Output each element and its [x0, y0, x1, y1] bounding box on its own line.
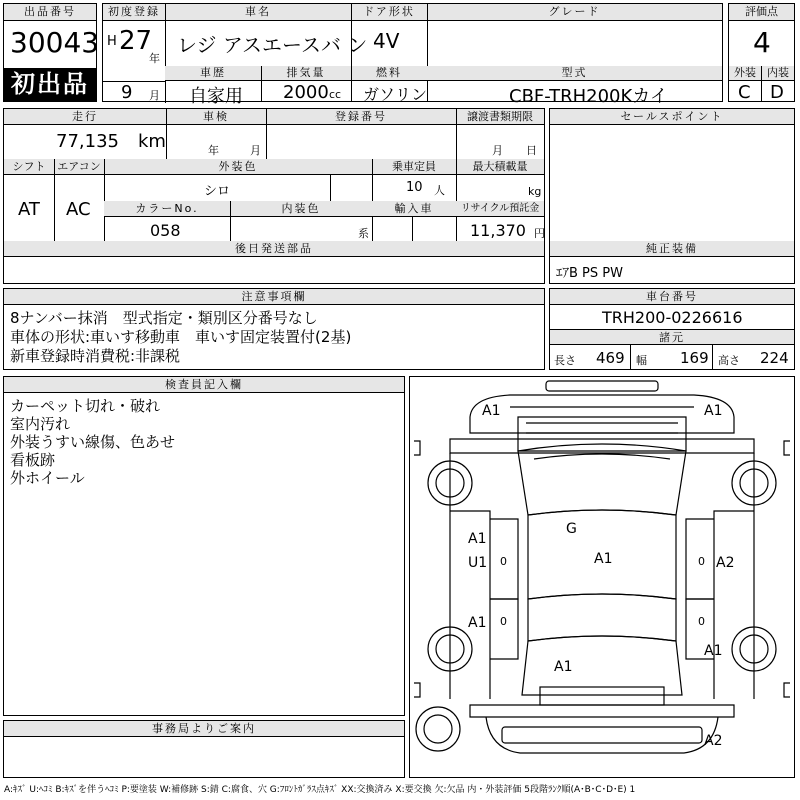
mark-a1-left-rear: A1 [468, 615, 487, 631]
capacity: 10 [406, 180, 423, 195]
color: シロ [204, 184, 231, 199]
inspector-line-2: 室内汚れ [10, 415, 71, 433]
door-type: 4V [373, 29, 400, 53]
history-label: 車歴 [165, 66, 261, 81]
inspection-label: 車検 [166, 109, 266, 125]
car-name: レジ アスエースバ ン [177, 33, 368, 57]
displacement-unit: cc [329, 88, 342, 101]
transfer-label: 譲渡書類期限 [456, 109, 544, 125]
notes-label: 注意事項欄 [4, 289, 544, 305]
displacement-label: 排気量 [261, 66, 351, 81]
transfer-month: 月 [492, 144, 503, 157]
score-label: 評価点 [729, 4, 794, 21]
lot-box [3, 3, 100, 102]
vehicle-header-box [102, 3, 723, 107]
month-unit: 月 [149, 89, 160, 102]
load-label: 最大積載量 [456, 159, 544, 175]
office-box [3, 720, 405, 778]
notes-line-3: 新車登録時消費税:非課税 [10, 347, 181, 365]
model: CBF-TRH200Kカイ [509, 86, 668, 107]
inspector-line-3: 外装うすい線傷、色あせ [10, 433, 176, 451]
capacity-unit: 人 [434, 184, 445, 197]
mark-a1-roof: A1 [594, 551, 613, 567]
recycle: 11,370 [470, 221, 526, 240]
load-unit: kg [528, 185, 542, 198]
plate-label: 登録番号 [266, 109, 456, 125]
detail-box [3, 108, 545, 284]
mark-zero-1: 0 [500, 555, 507, 568]
name-label: 車名 [165, 4, 351, 21]
mark-g-windshield: G [566, 521, 577, 537]
interior-color-label: 内装色 [230, 201, 372, 217]
chassis-number: TRH200-0226616 [602, 308, 743, 327]
chassis-box [549, 288, 795, 370]
height: 224 [760, 349, 789, 367]
mark-u1-left-front-door: U1 [468, 555, 488, 571]
notes-line-1: 8ナンバー抹消 型式指定・類別区分番号なし [10, 309, 318, 327]
notes-line-2: 車体の形状:車いす移動車 車いす固定装置付(2基) [10, 328, 352, 346]
mark-a1-right-rear: A1 [704, 643, 723, 659]
ac-label: エアコン [54, 159, 104, 175]
inspector-box [3, 376, 405, 716]
dims-label: 諸元 [550, 329, 794, 345]
capacity-label: 乗車定員 [372, 159, 456, 175]
mileage-unit: km [138, 131, 166, 152]
equipment: ｴｱB PS PW [556, 266, 623, 281]
lot-number: 30043 [10, 26, 100, 59]
mark-a2-rear-bumper: A2 [704, 733, 723, 749]
insp-year-unit: 年 [208, 144, 219, 157]
score-box [728, 3, 795, 102]
width: 169 [680, 349, 709, 367]
shift: AT [18, 199, 40, 220]
model-label: 型式 [427, 66, 722, 81]
mileage-label: 走行 [4, 109, 166, 125]
office-label: 事務局よりご案内 [4, 721, 404, 737]
mileage: 77,135 [56, 131, 119, 152]
inspector-label: 検査員記入欄 [4, 377, 404, 393]
length-label: 長さ [554, 354, 576, 367]
mark-zero-2: 0 [500, 615, 507, 628]
exterior-grade: C [738, 82, 751, 103]
import-label: 輸入車 [372, 201, 456, 217]
recycle-unit: 円 [534, 227, 545, 240]
mark-zero-3: 0 [698, 555, 705, 568]
sales-box [549, 108, 795, 284]
car-outline-diagram [410, 377, 794, 777]
mark-a1-front-right: A1 [704, 403, 723, 419]
mark-a1-front-left: A1 [482, 403, 501, 419]
colorno: 058 [150, 221, 181, 240]
reg-label: 初度登録 [103, 4, 165, 21]
color-label: 外装色 [104, 159, 372, 175]
history: 自家用 [189, 86, 243, 107]
inspector-line-1: カーペット切れ・破れ [10, 397, 161, 415]
mark-a2-right-door: A2 [716, 555, 735, 571]
first-listing-badge [4, 68, 96, 101]
shift-label: シフト [4, 159, 54, 175]
notes-box [3, 288, 545, 370]
interior-grade: D [770, 82, 784, 103]
mark-a1-rear-glass: A1 [554, 659, 573, 675]
displacement: 2000 [283, 82, 329, 103]
era: H [107, 34, 117, 49]
sales-label: セールスポイント [550, 109, 794, 125]
score: 4 [753, 26, 771, 59]
insp-month-unit: 月 [250, 144, 261, 157]
lot-label: 出品番号 [4, 4, 96, 21]
damage-diagram [409, 376, 795, 778]
colorno-label: カラーNo. [104, 201, 230, 217]
grade-label: グレード [427, 4, 722, 21]
year-unit: 年 [149, 52, 160, 65]
mark-a1-left-front-door: A1 [468, 531, 487, 547]
interior-label: 内装 [762, 66, 794, 81]
fuel: ガソリン [363, 85, 428, 104]
chassis-label: 車台番号 [550, 289, 794, 305]
reg-year: 27 [119, 26, 153, 56]
inspector-line-5: 外ホイール [10, 469, 85, 487]
reg-month: 9 [121, 82, 133, 103]
legend: A:ｷｽﾞ U:ﾍｺﾐ B:ｷｽﾞを伴うﾍｺﾐ P:要塗装 W:補修跡 S:錆 C:腐食、穴 G:ﾌﾛﾝﾄｶﾞﾗｽ点ｷｽﾞ XX:交換済み X:要交換 欠:欠品 内・外装評価 5段階ﾗﾝｸ順(A･B･C･D･E) 1 [4, 785, 636, 795]
parts-label: 後日発送部品 [4, 241, 544, 257]
transfer-day: 日 [526, 144, 537, 157]
recycle-label: リサイクル預託金 [456, 201, 544, 217]
ac: AC [66, 199, 91, 220]
equipment-label: 純正装備 [550, 241, 794, 257]
height-label: 高さ [718, 354, 740, 367]
mark-zero-4: 0 [698, 615, 705, 628]
length: 469 [596, 349, 625, 367]
door-label: ドア形状 [351, 4, 427, 21]
interior-color-unit: 系 [358, 227, 369, 240]
width-label: 幅 [636, 354, 647, 367]
exterior-label: 外装 [729, 66, 761, 81]
inspector-line-4: 看板跡 [10, 451, 56, 469]
fuel-label: 燃料 [351, 66, 427, 81]
first-listing-text: 初出品 [11, 70, 89, 98]
